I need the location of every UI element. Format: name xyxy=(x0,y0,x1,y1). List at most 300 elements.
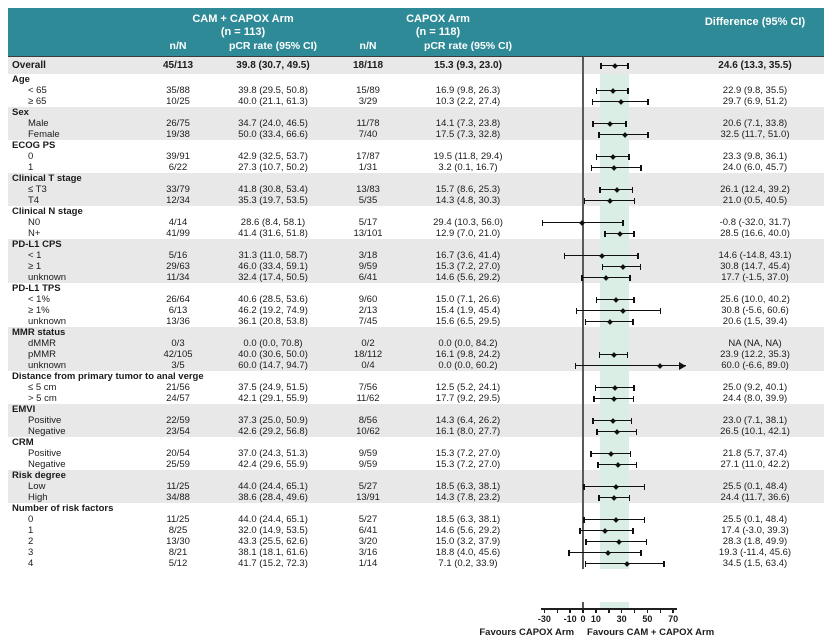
ci-whisker-right xyxy=(632,319,634,325)
table-row xyxy=(8,195,824,206)
arm2-nN: 5/27 xyxy=(358,481,378,492)
arm1-nN: 23/54 xyxy=(166,426,190,437)
zero-line xyxy=(582,57,584,74)
ci-whisker-right xyxy=(628,154,630,160)
arm1-pcr-rate: 37.0 (24.3, 51.3) xyxy=(238,448,308,459)
zero-line xyxy=(582,349,584,360)
table-row xyxy=(8,393,824,404)
zero-line xyxy=(582,404,584,415)
arm1-pcr-rate: 46.0 (33.4, 59.1) xyxy=(238,261,308,272)
group-header-row xyxy=(8,327,824,338)
table-row xyxy=(8,360,824,371)
group-header-row xyxy=(8,437,824,448)
arm2-nN: 18/112 xyxy=(353,349,383,360)
ci-whisker-right xyxy=(640,550,642,556)
arm1-pcr-rate: 39.8 (29.5, 50.8) xyxy=(238,85,308,96)
ci-whisker-left xyxy=(583,484,585,490)
difference-value: NA (NA, NA) xyxy=(728,338,782,349)
ci-whisker-right xyxy=(634,198,636,204)
group-header-row xyxy=(8,239,824,250)
plot-cell xyxy=(538,57,686,74)
header-arm1 xyxy=(148,8,338,39)
arm1-nN: 3/5 xyxy=(171,360,185,371)
plot-cell xyxy=(538,151,686,162)
row-label: < 65 xyxy=(28,85,47,96)
plot-cell xyxy=(538,393,686,404)
plot-cell xyxy=(538,261,686,272)
arm2-pcr-rate: 14.6 (5.6, 29.2) xyxy=(435,525,501,536)
difference-value: 30.8 (-5.6, 60.6) xyxy=(721,305,789,316)
arm2-pcr-rate: 10.3 (2.2, 27.4) xyxy=(435,96,501,107)
plot-cell xyxy=(538,250,686,261)
ci-whisker-left xyxy=(597,462,599,468)
arm1-nN: 26/75 xyxy=(166,118,190,129)
subheader-nN-arm2: n/N xyxy=(359,40,377,52)
group-header-label: Sex xyxy=(12,107,29,118)
difference-value: 60.0 (-6.6, 89.0) xyxy=(721,360,789,371)
zero-line xyxy=(582,85,584,96)
zero-line xyxy=(582,382,584,393)
arm1-nN: 20/54 xyxy=(166,448,190,459)
arm1-nN: 41/99 xyxy=(166,228,190,239)
subgroup-block xyxy=(8,239,824,283)
difference-value: 32.5 (11.7, 51.0) xyxy=(720,129,790,140)
plot-cell xyxy=(538,338,686,349)
subheader-nN-arm1: n/N xyxy=(169,40,187,52)
overall-ci-band xyxy=(600,107,629,118)
plot-cell xyxy=(538,228,686,239)
row-label: ≤ 5 cm xyxy=(28,382,57,393)
subgroup-block xyxy=(8,173,824,206)
ci-whisker-left xyxy=(575,363,577,369)
row-label: High xyxy=(28,492,48,503)
axis-tick xyxy=(544,609,546,613)
arm2-pcr-rate: 7.1 (0.2, 33.9) xyxy=(438,558,498,569)
arm2-pcr-rate: 15.6 (6.5, 29.5) xyxy=(435,316,501,327)
zero-line xyxy=(582,415,584,426)
arm2-pcr-rate: 15.3 (7.2, 27.0) xyxy=(435,448,501,459)
overall-ci-band xyxy=(600,74,629,85)
arm2-nN: 7/56 xyxy=(358,382,378,393)
arm1-nN: 13/36 xyxy=(166,316,190,327)
arm2-nN: 9/60 xyxy=(358,294,378,305)
arm2-pcr-rate: 14.3 (7.8, 23.2) xyxy=(435,492,501,503)
group-header-label: PD-L1 CPS xyxy=(12,239,62,250)
ci-whisker-left xyxy=(564,253,566,259)
ci-whisker-left xyxy=(592,99,594,105)
arm1-pcr-rate: 41.7 (15.2, 72.3) xyxy=(238,558,308,569)
arm2-nN: 9/59 xyxy=(358,459,378,470)
ci-whisker-right xyxy=(633,385,635,391)
arm1-pcr-rate: 60.0 (14.7, 94.7) xyxy=(238,360,308,371)
group-header-row xyxy=(8,140,824,151)
table-row xyxy=(8,217,824,228)
overall-ci-band xyxy=(600,283,629,294)
arm1-nN: 13/30 xyxy=(166,536,190,547)
arm1-pcr-rate: 42.1 (29.1, 55.9) xyxy=(238,393,308,404)
zero-line xyxy=(582,459,584,470)
axis-tick-label: 30 xyxy=(616,614,627,624)
plot-cell xyxy=(538,525,686,536)
arm2-pcr-rate: 16.1 (8.0, 27.7) xyxy=(435,426,501,437)
table-row xyxy=(8,514,824,525)
ci-whisker-left xyxy=(596,429,598,435)
arm2-pcr-rate: 14.3 (6.4, 26.2) xyxy=(435,415,501,426)
group-header-label: Age xyxy=(12,74,30,85)
plot-cell xyxy=(538,294,686,305)
overall-ci-band xyxy=(600,239,629,250)
arm2-nN: 9/59 xyxy=(358,261,378,272)
plot-cell xyxy=(538,85,686,96)
arm2-pcr-rate: 14.1 (7.3, 23.8) xyxy=(435,118,501,129)
ci-whisker-right xyxy=(625,121,627,127)
ci-whisker-left xyxy=(598,132,600,138)
arm2-nN: 13/83 xyxy=(356,184,380,195)
arm1-pcr-rate: 38.1 (18.1, 61.6) xyxy=(238,547,308,558)
overall-ci-band xyxy=(600,404,629,415)
overall-ci-band xyxy=(600,371,629,382)
arm1-nN: 25/59 xyxy=(166,459,190,470)
ci-whisker-left xyxy=(593,396,595,402)
group-header-row xyxy=(8,470,824,481)
arm1-nN: 8/21 xyxy=(168,547,188,558)
subgroup-block xyxy=(8,283,824,327)
ci-whisker-right xyxy=(663,561,665,567)
axis-tick xyxy=(672,609,674,613)
plot-cell xyxy=(538,118,686,129)
arm2-nN: 18/118 xyxy=(352,60,384,71)
table-row xyxy=(8,349,824,360)
table-row xyxy=(8,228,824,239)
subgroup-block xyxy=(8,327,824,371)
ci-whisker-left xyxy=(599,187,601,193)
arm1-nN: 11/25 xyxy=(166,481,190,492)
arm1-nN: 24/57 xyxy=(166,393,190,404)
difference-value: 23.0 (7.1, 38.1) xyxy=(722,415,788,426)
group-header-label: Clinical T stage xyxy=(12,173,82,184)
difference-value: 21.8 (5.7, 37.4) xyxy=(722,448,788,459)
zero-line xyxy=(582,371,584,382)
header-subrow xyxy=(8,39,824,56)
arm2-pcr-rate: 16.7 (3.6, 41.4) xyxy=(435,250,501,261)
table-row xyxy=(8,547,824,558)
zero-line xyxy=(582,294,584,305)
ci-whisker-left xyxy=(591,165,593,171)
subgroup-block xyxy=(8,206,824,239)
axis-tick xyxy=(660,609,662,613)
group-header-row xyxy=(8,107,824,118)
favours-right-label: Favours CAM + CAPOX Arm xyxy=(587,627,715,638)
ci-whisker-right xyxy=(633,231,635,237)
ci-whisker-right xyxy=(644,517,646,523)
arm1-nN: 29/63 xyxy=(166,261,190,272)
header-label-spacer xyxy=(8,8,148,39)
arm2-pcr-rate: 18.5 (6.3, 38.1) xyxy=(435,514,501,525)
difference-value: 25.6 (10.0, 40.2) xyxy=(720,294,790,305)
ci-whisker-right xyxy=(644,484,646,490)
zero-line xyxy=(582,239,584,250)
favours-left-label: Favours CAPOX Arm xyxy=(479,627,575,638)
row-label: N+ xyxy=(28,228,41,239)
zero-line xyxy=(582,316,584,327)
row-label: Male xyxy=(28,118,49,129)
zero-line xyxy=(582,162,584,173)
ci-whisker-left xyxy=(604,231,606,237)
subgroup-block xyxy=(8,371,824,404)
zero-line xyxy=(582,327,584,338)
difference-value: 23.3 (9.8, 36.1) xyxy=(722,151,788,162)
arm2-pcr-rate: 17.5 (7.3, 32.8) xyxy=(435,129,501,140)
arm2-nN: 0/4 xyxy=(361,360,375,371)
arm1-nN: 6/22 xyxy=(168,162,188,173)
arm2-nN: 3/20 xyxy=(358,536,378,547)
plot-cell xyxy=(538,404,686,415)
plot-cell xyxy=(538,514,686,525)
arm2-nN: 5/17 xyxy=(358,217,378,228)
group-header-label: ECOG PS xyxy=(12,140,56,151)
difference-value: 20.6 (1.5, 39.4) xyxy=(722,316,788,327)
arm2-nN: 17/87 xyxy=(356,151,380,162)
arm1-nN: 12/34 xyxy=(166,195,190,206)
arm1-nN: 11/25 xyxy=(166,514,190,525)
plot-cell xyxy=(538,107,686,118)
zero-line xyxy=(582,338,584,349)
arm1-nN: 45/113 xyxy=(162,60,194,71)
plot-cell xyxy=(538,129,686,140)
arm2-nN: 3/29 xyxy=(358,96,378,107)
plot-cell xyxy=(538,305,686,316)
plot-cell xyxy=(538,239,686,250)
ci-whisker-left xyxy=(583,517,585,523)
arm2-pcr-rate: 15.3 (7.2, 27.0) xyxy=(435,459,501,470)
group-header-label: PD-L1 TPS xyxy=(12,283,61,294)
zero-line xyxy=(582,129,584,140)
subgroup-block xyxy=(8,470,824,503)
plot-cell xyxy=(538,173,686,184)
arm1-nN: 6/13 xyxy=(168,305,188,316)
ci-whisker-left xyxy=(585,319,587,325)
ci-whisker-right xyxy=(636,462,638,468)
arm1-pcr-rate: 36.1 (20.8, 53.8) xyxy=(238,316,308,327)
ci-whisker-left xyxy=(592,418,594,424)
ci-whisker-left xyxy=(596,297,598,303)
overall-ci-band xyxy=(600,338,629,349)
group-header-label: Number of risk factors xyxy=(12,503,114,514)
arm2-nN: 8/56 xyxy=(358,415,378,426)
arm1-nN: 39/91 xyxy=(166,151,190,162)
axis-tick-label: 70 xyxy=(668,614,679,624)
row-label: dMMR xyxy=(28,338,56,349)
difference-value: 25.5 (0.1, 48.4) xyxy=(722,481,788,492)
ci-whisker-left xyxy=(576,308,578,314)
arm1-pcr-rate: 27.3 (10.7, 50.2) xyxy=(238,162,308,173)
zero-line xyxy=(582,107,584,118)
overall-ci-band xyxy=(600,437,629,448)
difference-value: 21.0 (0.5, 40.5) xyxy=(722,195,788,206)
axis-tick xyxy=(569,609,571,613)
arm1-pcr-rate: 44.0 (24.4, 65.1) xyxy=(238,481,308,492)
table-row xyxy=(8,305,824,316)
arm2-pcr-rate: 15.3 (7.2, 27.0) xyxy=(435,261,501,272)
zero-line xyxy=(582,261,584,272)
arm1-nN: 5/16 xyxy=(168,250,188,261)
plot-cell xyxy=(538,371,686,382)
group-header-row xyxy=(8,74,824,85)
plot-cell xyxy=(538,272,686,283)
subgroup-block xyxy=(8,107,824,140)
table-row xyxy=(8,272,824,283)
difference-value: 28.5 (16.6, 40.0) xyxy=(720,228,790,239)
ci-whisker-left xyxy=(600,63,602,69)
row-label: N0 xyxy=(28,217,41,228)
zero-line xyxy=(582,558,584,569)
arm2-nN: 1/14 xyxy=(358,558,378,569)
arm2-nN: 3/16 xyxy=(358,547,378,558)
ci-whisker-right xyxy=(630,451,632,457)
arm2-nN: 1/31 xyxy=(358,162,378,173)
ci-whisker-right xyxy=(640,165,642,171)
arm2-pcr-rate: 16.1 (9.8, 24.2) xyxy=(435,349,501,360)
row-label: 1 xyxy=(28,525,34,536)
arm2-nN: 5/35 xyxy=(358,195,378,206)
row-label: unknown xyxy=(28,316,67,327)
arm2-pcr-rate: 0.0 (0.0, 84.2) xyxy=(438,338,498,349)
ci-whisker-left xyxy=(596,154,598,160)
overall-ci-band xyxy=(600,503,629,514)
plot-cell xyxy=(538,448,686,459)
axis-tick-label: 10 xyxy=(590,614,601,624)
ci-whisker-right xyxy=(640,264,642,270)
difference-value: 29.7 (6.9, 51.2) xyxy=(722,96,788,107)
arm2-pcr-rate: 29.4 (10.3, 56.0) xyxy=(433,217,503,228)
arm2-nN: 7/40 xyxy=(358,129,378,140)
group-header-label: CRM xyxy=(12,437,34,448)
arm1-pcr-rate: 50.0 (33.4, 66.6) xyxy=(238,129,308,140)
difference-value: 24.4 (11.7, 36.6) xyxy=(720,492,790,503)
axis-tick xyxy=(647,609,649,613)
subheader-pcr-arm2: pCR rate (95% CI) xyxy=(423,40,513,52)
arm1-pcr-rate: 41.4 (31.6, 51.8) xyxy=(238,228,308,239)
zero-line xyxy=(582,426,584,437)
plot-cell xyxy=(538,426,686,437)
arm1-pcr-rate: 40.0 (30.6, 50.0) xyxy=(238,349,308,360)
zero-line xyxy=(582,118,584,129)
ci-whisker-right xyxy=(631,418,633,424)
arm2-pcr-rate: 15.3 (9.3, 23.0) xyxy=(434,60,502,71)
zero-line xyxy=(582,503,584,514)
arm1-nN: 42/105 xyxy=(163,349,193,360)
table-row xyxy=(8,129,824,140)
plot-cell xyxy=(538,184,686,195)
plot-cell xyxy=(538,558,686,569)
arm1-pcr-rate: 40.6 (28.5, 53.6) xyxy=(238,294,308,305)
subgroup-block xyxy=(8,404,824,437)
ci-whisker-right xyxy=(627,352,629,358)
arm1-pcr-rate: 37.5 (24.9, 51.5) xyxy=(238,382,308,393)
zero-line xyxy=(582,492,584,503)
arm2-pcr-rate: 3.2 (0.1, 16.7) xyxy=(438,162,498,173)
arm2-pcr-rate: 14.6 (5.6, 29.2) xyxy=(435,272,501,283)
table-row xyxy=(8,96,824,107)
table-row xyxy=(8,525,824,536)
table-row xyxy=(8,316,824,327)
group-header-label: MMR status xyxy=(12,327,66,338)
row-label: unknown xyxy=(28,360,67,371)
arm2-nN: 3/18 xyxy=(358,250,378,261)
subgroup-block xyxy=(8,57,824,74)
ci-whisker-right xyxy=(632,528,634,534)
difference-value: 26.1 (12.4, 39.2) xyxy=(720,184,790,195)
arm1-nN: 0/3 xyxy=(171,338,185,349)
difference-value: -0.8 (-32.0, 31.7) xyxy=(719,217,791,228)
arm2-nN: 2/13 xyxy=(358,305,378,316)
table-row xyxy=(8,448,824,459)
arm2-n: (n = 118) xyxy=(415,26,461,38)
plot-cell xyxy=(538,415,686,426)
arm2-nN: 6/41 xyxy=(358,272,378,283)
ci-whisker-left xyxy=(584,198,586,204)
zero-line xyxy=(582,173,584,184)
table-row xyxy=(8,382,824,393)
zero-line xyxy=(582,206,584,217)
zero-line xyxy=(582,96,584,107)
ci-whisker-left xyxy=(590,451,592,457)
arm1-pcr-rate: 44.0 (24.4, 65.1) xyxy=(238,514,308,525)
group-header-label: Risk degree xyxy=(12,470,66,481)
zero-line xyxy=(582,74,584,85)
arm1-nN: 35/88 xyxy=(166,85,190,96)
ci-whisker-left xyxy=(585,539,587,545)
group-header-row xyxy=(8,173,824,184)
arm2-pcr-rate: 12.5 (5.2, 24.1) xyxy=(435,382,501,393)
group-header-row xyxy=(8,283,824,294)
plot-cell xyxy=(538,481,686,492)
difference-value: 25.0 (9.2, 40.1) xyxy=(722,382,788,393)
arm1-pcr-rate: 37.3 (25.0, 50.9) xyxy=(238,415,308,426)
plot-cell xyxy=(538,547,686,558)
table-row xyxy=(8,57,824,74)
arm1-pcr-rate: 39.8 (30.7, 49.5) xyxy=(236,60,310,71)
arm2-nN: 11/78 xyxy=(356,118,380,129)
plot-cell xyxy=(538,327,686,338)
table-header xyxy=(8,8,824,57)
difference-value: 20.6 (7.1, 33.8) xyxy=(722,118,788,129)
ci-whisker-right xyxy=(622,220,624,226)
ci-whisker-left xyxy=(592,121,594,127)
zero-line xyxy=(582,184,584,195)
axis-tick-label: -30 xyxy=(537,614,551,624)
ci-whisker-right xyxy=(636,429,638,435)
table-row xyxy=(8,415,824,426)
ci-whisker-right xyxy=(647,132,649,138)
group-header-row xyxy=(8,206,824,217)
ci-whisker-right xyxy=(647,99,649,105)
arm2-pcr-rate: 17.7 (9.2, 29.5) xyxy=(435,393,501,404)
row-label: Low xyxy=(28,481,46,492)
zero-line xyxy=(582,393,584,404)
ci-whisker-right xyxy=(660,308,662,314)
plot-cell xyxy=(538,536,686,547)
table-row xyxy=(8,536,824,547)
arm2-nN: 10/62 xyxy=(356,426,380,437)
row-label: Negative xyxy=(28,459,66,470)
arm2-pcr-rate: 19.5 (11.8, 29.4) xyxy=(433,151,503,162)
ci-whisker-left xyxy=(542,220,544,226)
arm1-pcr-rate: 42.9 (32.5, 53.7) xyxy=(238,151,308,162)
overall-ci-band xyxy=(600,470,629,481)
arm2-nN: 0/2 xyxy=(361,338,375,349)
arm1-nN: 11/34 xyxy=(166,272,190,283)
